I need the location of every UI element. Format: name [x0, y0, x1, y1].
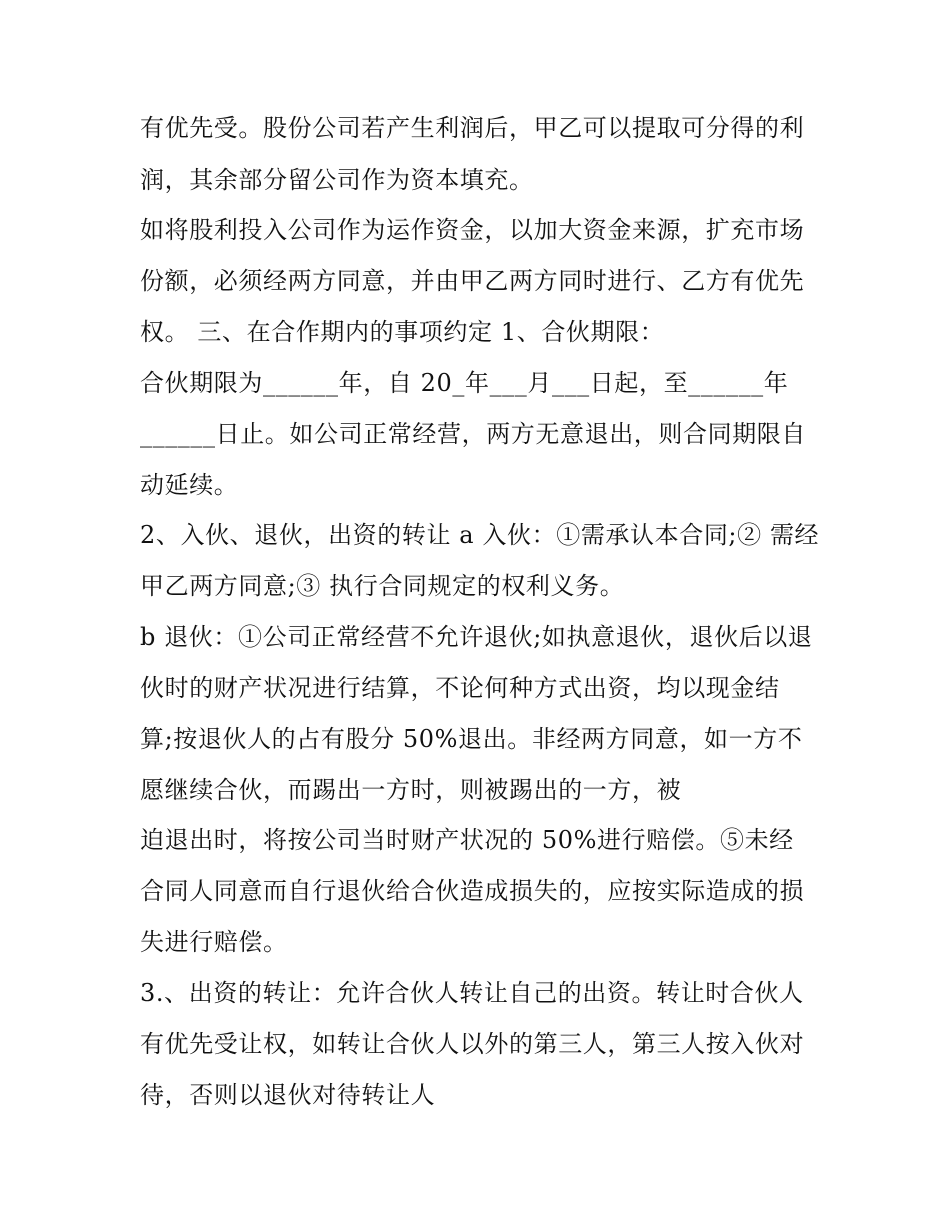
text-line: 待，否则以退伙对待转让人: [140, 1081, 436, 1109]
text-line: 动延续。: [140, 471, 239, 499]
text-line: 份额，必须经两方同意，并由甲乙两方同时进行、乙方有优先: [140, 267, 805, 295]
text-line: 有优先受让权，如转让合伙人以外的第三人，第三人按入伙对: [140, 1030, 805, 1058]
text-line: 迫退出时，将按公司当时财产状况的 50%进行赔偿。⑤未经: [140, 826, 794, 854]
text-line: 伙时的财产状况进行结算，不论何种方式出资，均以现金结: [140, 674, 780, 702]
text-line: 甲乙两方同意;③ 执行合同规定的权利义务。: [140, 572, 625, 600]
text-line: 失进行赔偿。: [140, 928, 288, 956]
text-line: 润，其余部分留公司作为资本填充。: [140, 166, 534, 194]
text-line: 权。 三、在合作期内的事项约定 1、合伙期限：: [140, 318, 665, 346]
text-line: ______日止。如公司正常经营，两方无意退出，则合同期限自: [140, 420, 806, 448]
text-line: 有优先受。股份公司若产生利润后，甲乙可以提取可分得的利: [140, 114, 805, 142]
text-line: 合伙期限为______年，自 20_年___月___日起，至______年: [140, 369, 789, 397]
text-line: 合同人同意而自行退伙给合伙造成损失的，应按实际造成的损: [140, 877, 805, 905]
text-line: 如将股利投入公司作为运作资金，以加大资金来源，扩充市场: [140, 216, 805, 244]
text-line: b 退伙：①公司正常经营不允许退伙;如执意退伙，退伙后以退: [140, 623, 813, 651]
text-line: 算;按退伙人的占有股分 50%退出。非经两方同意，如一方不: [140, 725, 803, 753]
text-line: 2、入伙、退伙，出资的转让 a 入伙：①需承认本合同;② 需经: [140, 521, 820, 549]
text-line: 愿继续合伙，而踢出一方时，则被踢出的一方，被: [140, 776, 682, 804]
text-line: 3.、出资的转让：允许合伙人转让自己的出资。转让时合伙人: [140, 979, 804, 1007]
